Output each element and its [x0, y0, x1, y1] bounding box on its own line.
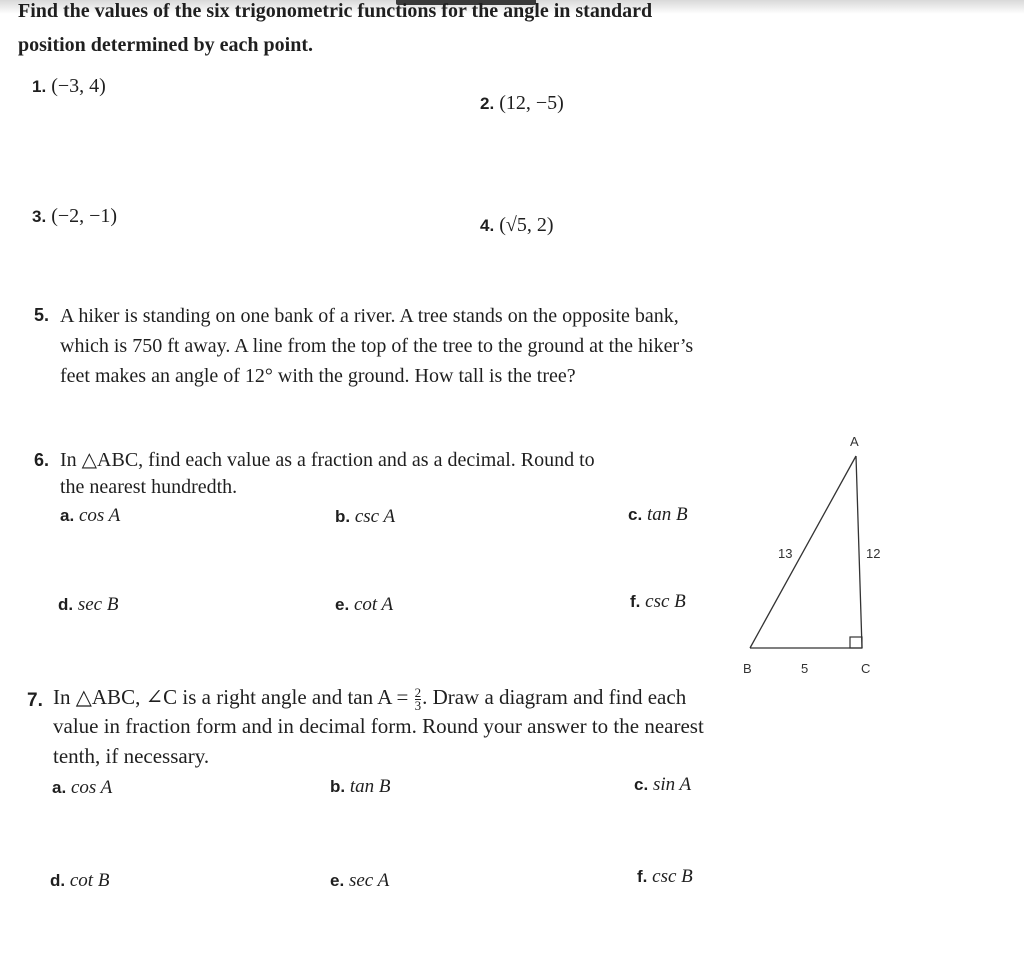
vertex-b-label: B: [743, 661, 752, 676]
problem-2-number: 2.: [480, 94, 495, 113]
problem-7e: [330, 870, 389, 892]
vertex-a-label: A: [850, 434, 859, 449]
problem-7a: [52, 777, 112, 799]
problem-7f: [637, 866, 693, 888]
problem-7-line-2: value in fraction form and in decimal form. Round your answer to the nearest: [53, 714, 704, 738]
problem-7b-label: b.: [330, 777, 346, 796]
problem-6f-label: f.: [630, 592, 641, 611]
problem-7e-label: e.: [330, 871, 345, 890]
problem-3-number: 3.: [32, 207, 47, 226]
problem-7a-text: cos A: [70, 777, 113, 798]
problem-7b: [330, 776, 391, 798]
instructions-line-2: position determined by each point.: [18, 34, 314, 56]
problem-4-number: 4.: [480, 216, 495, 235]
problem-1: [32, 73, 106, 100]
problem-7-line-1-end: . Draw a diagram and find each: [422, 685, 687, 709]
problem-6a-text: cos A: [78, 505, 121, 526]
problem-7f-label: f.: [637, 867, 648, 886]
problem-6b-label: b.: [335, 507, 351, 526]
problem-7d-text: cot B: [69, 870, 110, 891]
problem-6-line-2: the nearest hundredth.: [60, 476, 238, 498]
problem-5-line-3: feet makes an angle of 12° with the ground. How tall is the tree?: [60, 365, 576, 387]
fraction-denominator: 3: [414, 697, 422, 713]
problem-5-line-1: A hiker is standing on one bank of a river. A tree stands on the opposite bank,: [60, 305, 679, 327]
tan-a-fraction: [414, 684, 422, 713]
problem-6f-text: csc B: [645, 591, 686, 612]
side-ab-line: [750, 456, 856, 648]
problem-7c: [634, 774, 691, 796]
problem-6b-text: csc A: [354, 506, 396, 527]
problem-7c-text: sin A: [652, 774, 692, 795]
fraction-numerator: 2: [414, 684, 422, 700]
problem-6f: [630, 591, 686, 613]
side-ab-length: 13: [778, 546, 793, 561]
problem-4: [480, 212, 553, 239]
problem-7-number: 7.: [27, 690, 43, 711]
instructions-line-1: Find the values of the six trigonometric functions for the angle in standard: [18, 0, 653, 22]
problem-6d-text: sec B: [77, 594, 119, 615]
problem-6e: [335, 594, 393, 616]
problem-6c-label: c.: [628, 505, 643, 524]
problem-7d-label: d.: [50, 871, 66, 890]
triangle-diagram: [730, 428, 900, 683]
problem-6c-text: tan B: [646, 504, 688, 525]
problem-3-point: (−2, −1): [51, 205, 118, 227]
right-angle-marker: [850, 637, 862, 648]
problem-7e-text: sec A: [348, 870, 390, 891]
problem-2-point: (12, −5): [499, 92, 564, 114]
problem-7b-text: tan B: [349, 776, 391, 797]
problem-4-point: (√5, 2): [499, 214, 554, 236]
problem-7-line-3: tenth, if necessary.: [53, 744, 210, 768]
problem-7c-label: c.: [634, 775, 649, 794]
problem-1-number: 1.: [32, 77, 47, 96]
problem-6-line-1: In △ABC, find each value as a fraction and as a decimal. Round to: [60, 449, 595, 471]
problem-6d: [58, 594, 118, 616]
problem-2: [480, 90, 564, 117]
problem-6e-text: cot A: [353, 594, 394, 615]
problem-7d: [50, 870, 109, 892]
problem-1-point: (−3, 4): [51, 75, 106, 97]
problem-6-number: 6.: [34, 450, 50, 470]
problem-6a: [60, 505, 120, 527]
problem-7-line-1: [53, 683, 686, 712]
problem-7f-text: csc B: [652, 866, 693, 887]
problem-6c: [628, 504, 688, 526]
problem-6b: [335, 506, 395, 528]
problem-5-number: 5.: [34, 305, 50, 325]
side-ac-length: 12: [866, 546, 881, 561]
problem-7a-label: a.: [52, 778, 67, 797]
problem-6d-label: d.: [58, 595, 74, 614]
problem-6e-label: e.: [335, 595, 350, 614]
problem-7-line-1-start: In △ABC, ∠C is a right angle and tan A =: [53, 685, 409, 709]
problem-3: [32, 203, 117, 230]
problem-6a-label: a.: [60, 506, 75, 525]
vertex-c-label: C: [861, 661, 871, 676]
side-bc-length: 5: [801, 661, 809, 676]
side-ac-line: [856, 456, 862, 648]
problem-5-line-2: which is 750 ft away. A line from the top of the tree to the ground at the hiker’s: [60, 335, 694, 357]
